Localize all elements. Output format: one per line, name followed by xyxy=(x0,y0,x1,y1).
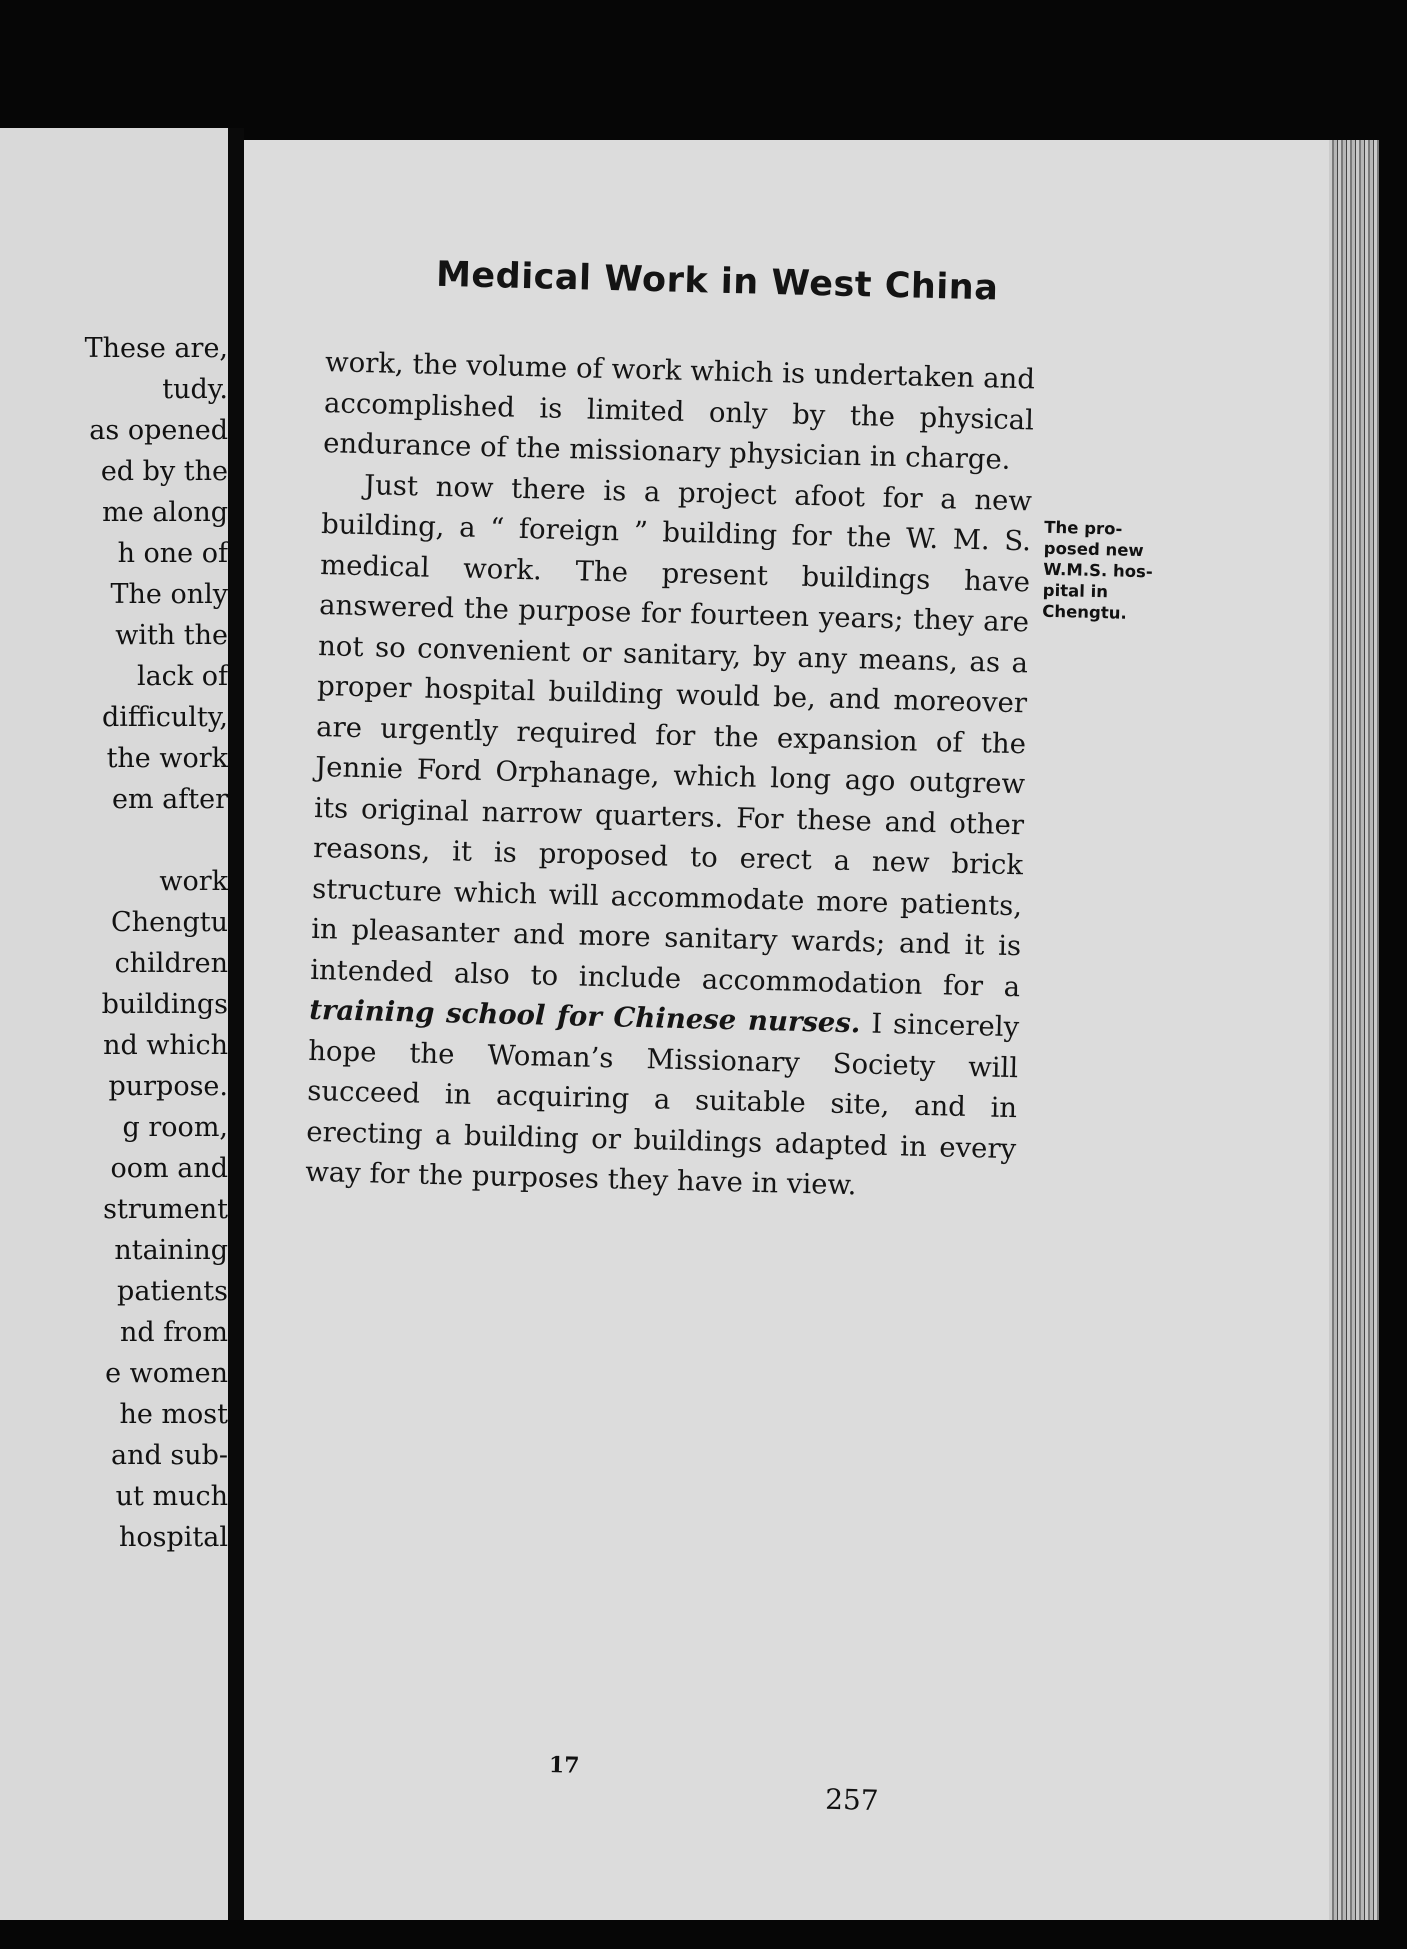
left-page-line: purpose. xyxy=(108,1071,228,1102)
left-page-line: nd from xyxy=(119,1317,228,1348)
body-text xyxy=(305,342,1036,1210)
left-page-line: nd which xyxy=(103,1030,228,1061)
left-page-line: patients xyxy=(117,1276,228,1307)
margin-note: The pro- posed new W.M.S. hos- pital in Chengtu. xyxy=(1042,517,1153,623)
left-page-line: tudy. xyxy=(162,374,228,405)
paragraph-1: work, the volume of work which is undertaken and accomplished is limited only by the physical endurance of the missionary physician in charge. xyxy=(322,346,1036,476)
left-page-line: lack of xyxy=(136,661,228,692)
left-page-line: e women xyxy=(105,1358,228,1389)
paragraph-2-end: I sincerely hope the Woman’s Missionary Society will succeed in acquiring a suitable site, and in erecting a building or buildings adapted in every way for the purposes they have in view. xyxy=(304,1007,1020,1202)
page-number: 257 xyxy=(824,1782,880,1818)
left-page-line: me along xyxy=(102,497,228,528)
left-page-line: the work xyxy=(106,743,228,774)
left-page-line: buildings xyxy=(101,989,228,1020)
left-page-line: with the xyxy=(115,620,228,651)
running-head: Medical Work in West China xyxy=(435,254,999,309)
left-page-line: The only xyxy=(110,579,228,610)
left-page-line: strument xyxy=(103,1194,228,1225)
left-page xyxy=(0,128,228,1920)
left-page-line: hospital xyxy=(118,1522,228,1553)
left-page-line: These are, xyxy=(84,333,228,364)
left-page-line: em after xyxy=(112,784,228,815)
left-page-line: h one of xyxy=(117,538,228,569)
left-page-line: ut much xyxy=(115,1481,228,1512)
left-page-line: Chengtu xyxy=(111,907,228,938)
left-page-line: as opened xyxy=(89,415,228,446)
left-page-text xyxy=(0,328,228,1558)
left-page-line xyxy=(0,820,228,861)
paragraph-2-emphasis: training school for Chinese nurses. xyxy=(308,993,861,1040)
left-page-line: ed by the xyxy=(100,456,228,487)
paragraph-2-start: Just now there is a project afoot for a new building, a “ foreign ” building for the W. M. S. medical work. The present buildings have answered the purpose for fourteen years; they are not so convenient or sanitary, by any means, as a proper hospital building would be, and moreover are urgently required for the expansion of the Jennie Ford Orphanage, which long ago outgrew its original narrow quarters. For these and other reasons, it is proposed to erect a new brick structure which will accommodate more patients, in pleasanter and more sanitary wards; and it is intended also to include accommodation for a xyxy=(309,468,1033,1003)
left-page-line: children xyxy=(114,948,228,979)
left-page-line: he most xyxy=(119,1399,228,1430)
signature-mark: 17 xyxy=(548,1751,580,1779)
right-page xyxy=(244,140,1379,1920)
left-page-line: and sub- xyxy=(110,1440,228,1471)
left-page-line: difficulty, xyxy=(102,702,228,733)
left-page-line: g room, xyxy=(122,1112,228,1143)
left-page-line: work xyxy=(159,866,228,897)
left-page-line: oom and xyxy=(110,1153,228,1184)
paragraph-2 xyxy=(305,464,1033,1210)
left-page-line: ntaining xyxy=(114,1235,228,1266)
